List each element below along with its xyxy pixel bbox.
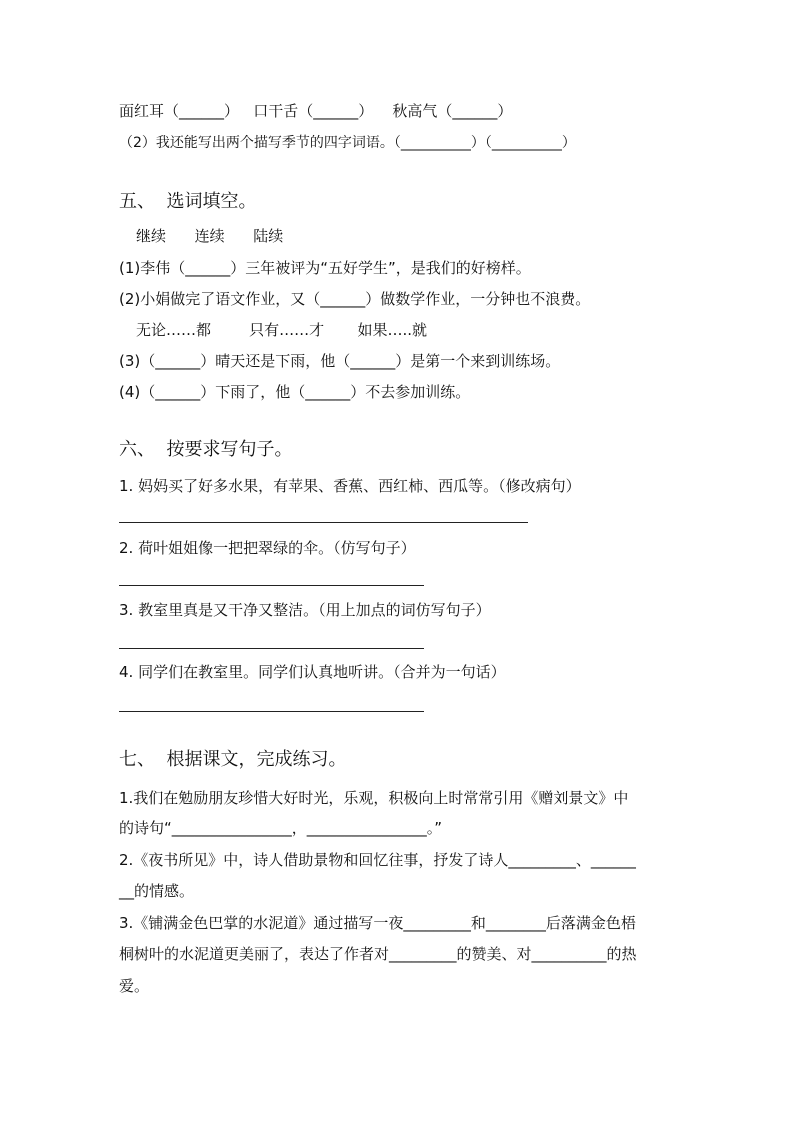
- part5-options1: 继续 连续 陆续: [136, 227, 284, 245]
- part6-q1: 1. 妈妈买了好多水果，有苹果、香蕉、西红柿、西瓜等。（修改病句）: [119, 477, 581, 495]
- part7-q1-line1: 1.我们在勉励朋友珍惜大好时光，乐观，积极向上时常常引用《赠刘景文》中: [119, 789, 629, 807]
- part7-q1-line2: 的诗句“________________，________________。”: [119, 819, 443, 837]
- part7-q2-line2: __的情感。: [119, 882, 195, 900]
- part4-line2: （2）我还能写出两个描写季节的四字词语。（__________）（__________）: [119, 135, 576, 151]
- part7-q3-line3: 爱。: [119, 977, 150, 995]
- part5-heading: 五、 选词填空。: [119, 191, 257, 212]
- part4-line1: 面红耳（______） 口干舌（______） 秋高气（______）: [119, 102, 513, 120]
- part6-q2: 2. 荷叶姐姐像一把把翠绿的伞。（仿写句子）: [119, 539, 416, 557]
- answer-line-4: [119, 711, 424, 712]
- part5-q1: (1)李伟（______）三年被评为“五好学生”，是我们的好榜样。: [119, 259, 531, 277]
- part5-options2: 无论……都 只有……才 如果…..就: [136, 321, 428, 339]
- part7-q3-line2: 桐树叶的水泥道更美丽了，表达了作者对_________的赞美、对__________的热: [119, 945, 637, 963]
- part7-q2-line1: 2.《夜书所见》中，诗人借助景物和回忆往事，抒发了诗人_________、______: [119, 851, 636, 869]
- answer-line-1: [119, 522, 528, 523]
- part7-heading: 七、 根据课文，完成练习。: [119, 749, 347, 770]
- part5-q2: (2)小娟做完了语文作业，又（______）做数学作业，一分钟也不浪费。: [119, 290, 591, 308]
- part6-heading: 六、 按要求写句子。: [119, 439, 293, 460]
- part7-q3-line1: 3.《铺满金色巴掌的水泥道》通过描写一夜_________和________后落满金色梧: [119, 914, 636, 932]
- part5-q4: (4)（______）下雨了，他（______）不去参加训练。: [119, 383, 471, 401]
- answer-line-3: [119, 648, 424, 649]
- part6-q3: 3. 教室里真是又干净又整洁。（用上加点的词仿写句子）: [119, 601, 491, 619]
- answer-line-2: [119, 585, 424, 586]
- part6-q4: 4. 同学们在教室里。同学们认真地听讲。（合并为一句话）: [119, 663, 506, 681]
- part5-q3: (3)（______）晴天还是下雨，他（______）是第一个来到训练场。: [119, 352, 561, 370]
